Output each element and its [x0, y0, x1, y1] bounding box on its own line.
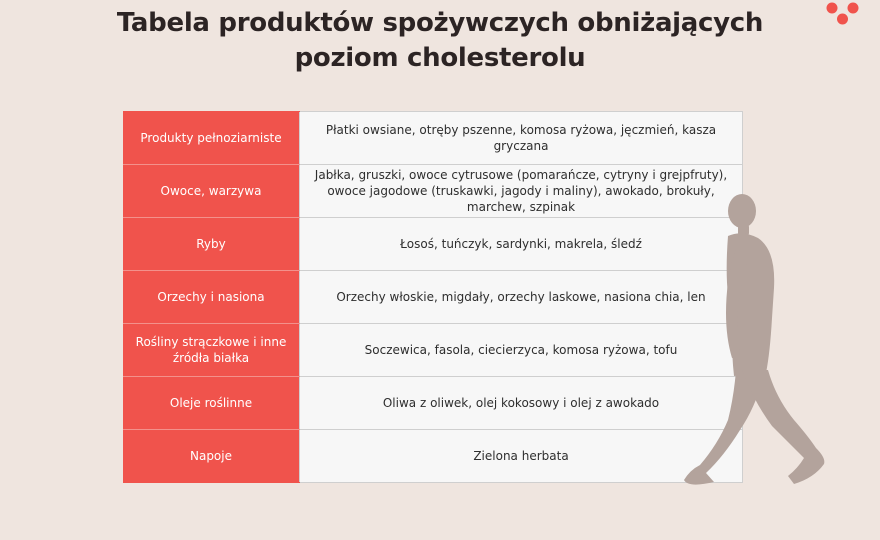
page-title: [60, 6, 820, 76]
category-cell: Owoce, warzywa: [123, 165, 300, 218]
foods-cell: Orzechy włoskie, migdały, orzechy laskowe, nasiona chia, len: [300, 271, 743, 324]
table-row: [123, 377, 743, 430]
category-cell: Rośliny strączkowe i inne źródła białka: [123, 324, 300, 377]
brand-dots-icon: [820, 0, 864, 30]
table-row: [123, 430, 743, 483]
cholesterol-foods-table: [123, 111, 743, 483]
title-line-2: poziom cholesterolu: [294, 43, 586, 73]
table-row: [123, 165, 743, 218]
table-row: [123, 324, 743, 377]
table-row: [123, 218, 743, 271]
foods-cell: Łosoś, tuńczyk, sardynki, makrela, śledź: [300, 218, 743, 271]
foods-cell: Zielona herbata: [300, 430, 743, 483]
foods-cell: Płatki owsiane, otręby pszenne, komosa ryżowa, jęczmień, kasza gryczana: [300, 112, 743, 165]
title-line-1: Tabela produktów spożywczych obniżających: [116, 8, 764, 38]
table-row: [123, 271, 743, 324]
category-cell: Ryby: [123, 218, 300, 271]
table-row: [123, 112, 743, 165]
category-cell: Orzechy i nasiona: [123, 271, 300, 324]
walking-person-silhouette-icon: [676, 188, 836, 488]
foods-cell: Oliwa z oliwek, olej kokosowy i olej z awokado: [300, 377, 743, 430]
foods-cell: Jabłka, gruszki, owoce cytrusowe (pomarańcze, cytryny i grejpfruty), owoce jagodowe (truskawki, jagody i maliny), awokado, brokuły, marchew, szpinak: [300, 165, 743, 218]
foods-cell: Soczewica, fasola, ciecierzyca, komosa ryżowa, tofu: [300, 324, 743, 377]
category-cell: Produkty pełnoziarniste: [123, 112, 300, 165]
category-cell: Napoje: [123, 430, 300, 483]
category-cell: Oleje roślinne: [123, 377, 300, 430]
